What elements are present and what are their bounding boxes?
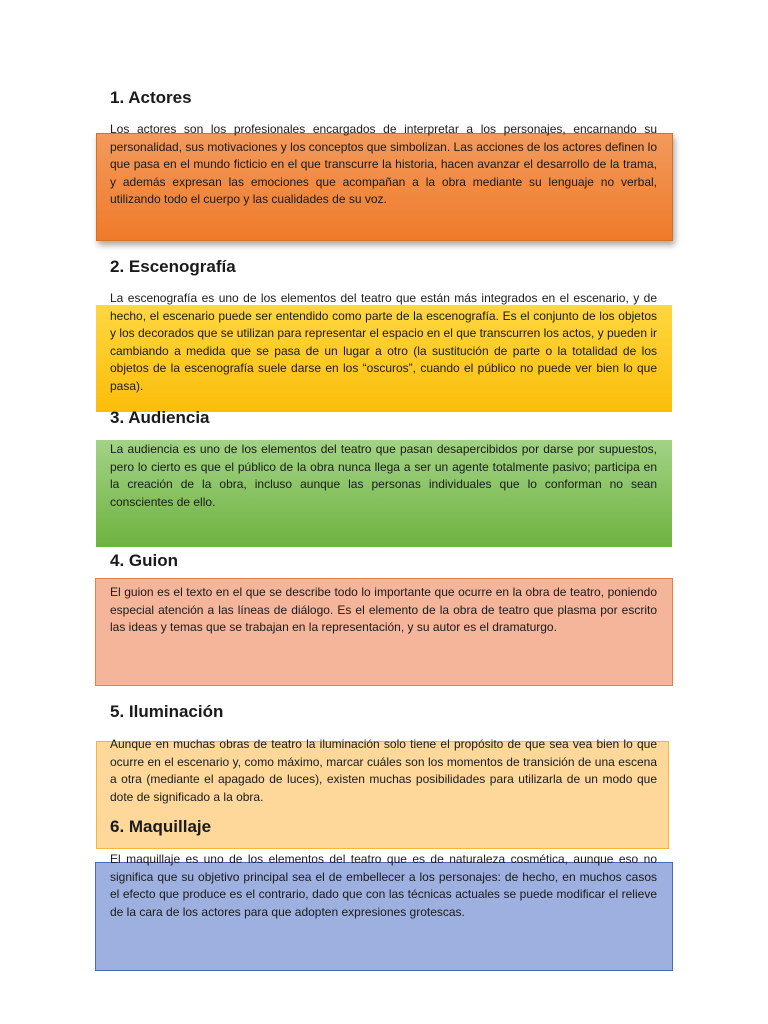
section-text-audiencia: La audiencia es uno de los elementos del teatro que pasan desapercibidos por darse por supuestos, pero lo cierto es que el público de la obra nunca llega a ser un agente totalmente pasivo; participa en la creación de la obra, incluso aunque las personas individuales que lo conforman no sean conscientes de ello. bbox=[110, 442, 657, 509]
section-title-guion: 4. Guion bbox=[110, 551, 178, 570]
section-title-audiencia: 3. Audiencia bbox=[110, 408, 210, 427]
section-text-maquillaje: El maquillaje es uno de los elementos del teatro que es de naturaleza cosmética, aunque eso no significa que su objetivo principal sea el de embellecer a los personajes: de hecho, en muchos casos el efecto que produce es el contrario, dado que con las técnicas actuales se puede modificar el relieve de la cara de los actores para que adopten expresiones grotescas. bbox=[110, 852, 657, 919]
section-text-actores: Los actores son los profesionales encargados de interpretar a los personajes, encarnando su personalidad, sus motivaciones y los conceptos que simbolizan. Las acciones de los actores definen lo que pasa en el mundo ficticio en el que transcurre la historia, hacen avanzar el desarrollo de la trama, y además expresan las emociones que acompañan a la obra mediante su lenguaje no verbal, utilizando todo el cuerpo y las cualidades de su voz. bbox=[110, 122, 657, 207]
section-title-escenografia: 2. Escenografía bbox=[110, 257, 236, 276]
section-text-guion: El guion es el texto en el que se describe todo lo importante que ocurre en la obra de teatro, poniendo especial atención a las líneas de diálogo. Es el elemento de la obra de teatro que plasma por escrito las ideas y temas que se trabajan en la representación, y su autor es el dramaturgo. bbox=[110, 585, 657, 635]
section-title-actores: 1. Actores bbox=[110, 88, 192, 107]
section-text-iluminacion: Aunque en muchas obras de teatro la iluminación solo tiene el propósito de que sea vea bien lo que ocurre en el escenario y, como máximo, marcar cuáles son los momentos de transición de una escena a otra (mediante el apagado de luces), existen muchas posibilidades para utilizarla de un modo que dote de significado a la obra. bbox=[110, 737, 657, 804]
section-text-escenografia: La escenografía es uno de los elementos del teatro que están más integrados en el escenario, y de hecho, el escenario puede ser entendido como parte de la escenografía. Es el conjunto de los objetos y los decorados que se utilizan para representar el espacio en el que transcurren los actos, y pueden ir cambiando a medida que se pasa de un lugar a otro (la sustitución de parte o la totalidad de los objetos de la escenografía suele darse en los “oscuros”, cuando el público no puede ver bien lo que pasa). bbox=[110, 291, 657, 393]
section-title-maquillaje: 6. Maquillaje bbox=[110, 817, 212, 836]
section-title-iluminacion: 5. Iluminación bbox=[110, 702, 224, 721]
